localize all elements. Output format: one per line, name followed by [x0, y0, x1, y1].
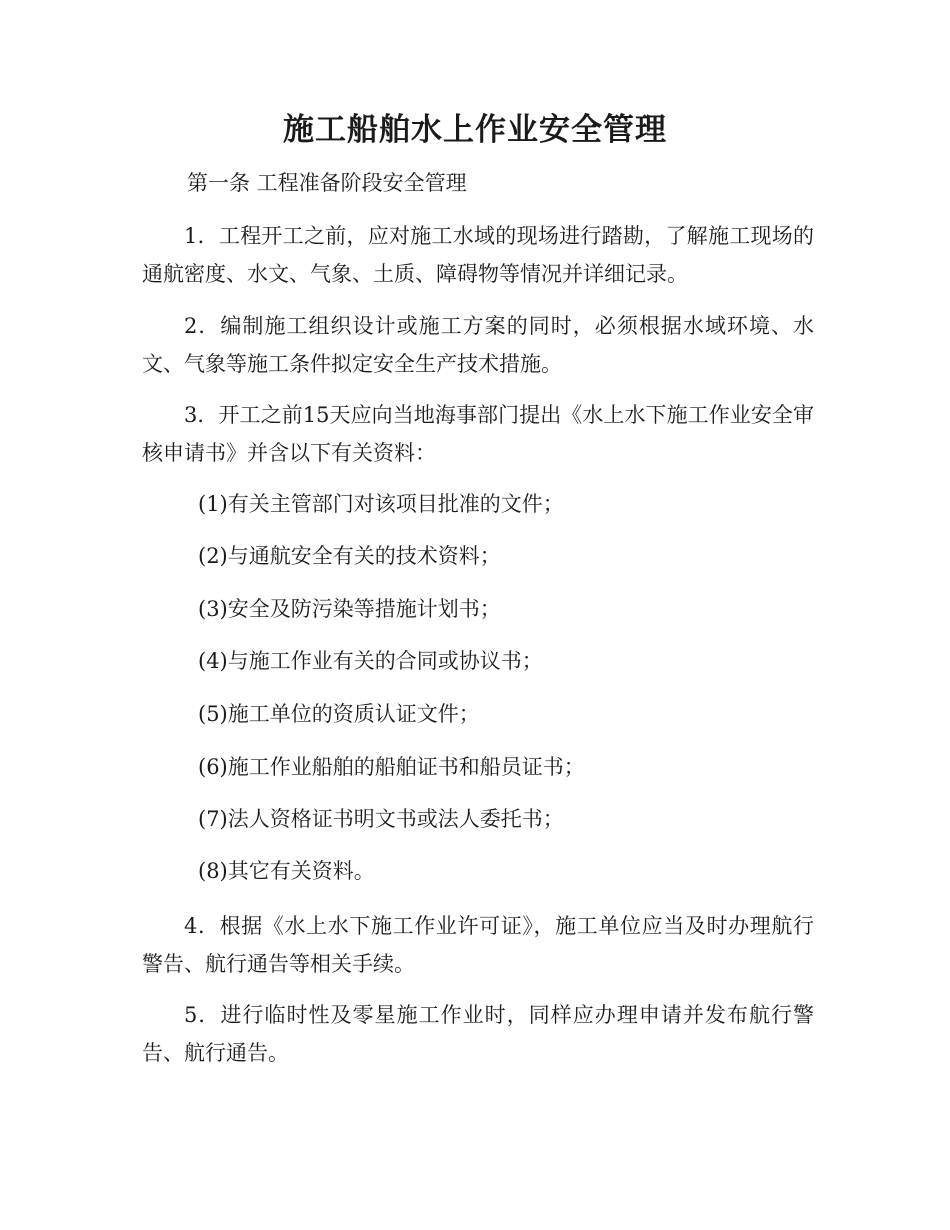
list-item: (1)有关主管部门对该项目批准的文件； [198, 492, 564, 516]
document-title: 施工船舶水上作业安全管理 [283, 112, 667, 148]
list-item: (8)其它有关资料。 [198, 859, 375, 883]
list-item: (6)施工作业船舶的船舶证书和船员证书； [198, 755, 585, 779]
paragraph-3: 3．开工之前15天应向当地海事部门提出《水上水下施工作业安全审核申请书》并含以下有关资料： [142, 403, 814, 465]
list-item: (3)安全及防污染等措施计划书； [198, 597, 501, 621]
list-item: (7)法人资格证书明文书或法人委托书； [198, 807, 564, 831]
paragraph-4: 4．根据《水上水下施工作业许可证》，施工单位应当及时办理航行警告、航行通告等相关手续。 [142, 914, 814, 976]
paragraph-1: 1．工程开工之前，应对施工水域的现场进行踏勘，了解施工现场的通航密度、水文、气象、土质、障碍物等情况并详细记录。 [142, 224, 814, 286]
list-item: (5)施工单位的资质认证文件； [198, 702, 480, 726]
paragraph-2: 2．编制施工组织设计或施工方案的同时，必须根据水域环境、水文、气象等施工条件拟定安全生产技术措施。 [142, 314, 814, 376]
paragraph-5: 5．进行临时性及零星施工作业时，同样应办理申请并发布航行警告、航行通告。 [142, 1003, 814, 1065]
list-item: (4)与施工作业有关的合同或协议书； [198, 649, 543, 673]
section-heading: 第一条 工程准备阶段安全管理 [187, 171, 467, 195]
list-item: (2)与通航安全有关的技术资料； [198, 544, 501, 568]
